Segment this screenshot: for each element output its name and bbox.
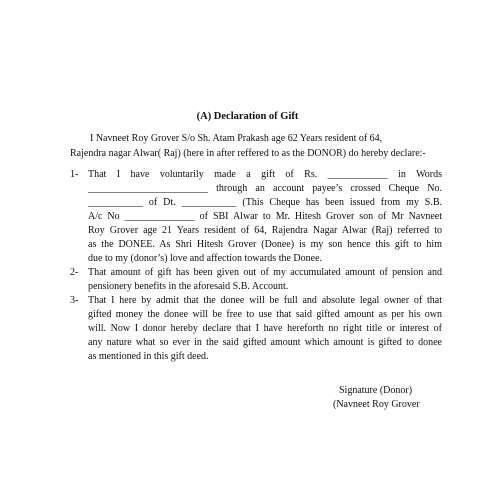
item-line: A/c No ______________ of SBI Alwar to Mr. Hitesh Grover son of Mr Navneet	[88, 211, 442, 222]
item-number: 2-	[70, 267, 79, 278]
item-text	[88, 168, 442, 266]
item-line: That I here by admit that the donee will be full and absolute legal owner of that	[88, 295, 442, 306]
declaration-item-1	[70, 168, 442, 266]
item-line: as the DONEE. As Shri Hitesh Grover (Donee) is my son hence this gift to him	[88, 239, 442, 250]
item-line: Roy Grover age 21 Years resident of 64, Rajendra Nagar Alwar (Raj) referred to	[88, 225, 442, 236]
item-line: any nature what so ever in the said gifted amount which amount is gifted to donee	[88, 337, 442, 348]
intro-line-1: I Navneet Roy Grover S/o Sh. Atam Prakash age 62 Years resident of 64,	[90, 133, 383, 144]
item-number: 1-	[70, 169, 79, 180]
item-line: ________________________ through an account payee’s crossed Cheque No.	[88, 183, 442, 194]
signature-name: (Navneet Roy Grover	[333, 399, 420, 410]
item-text	[88, 294, 442, 364]
item-line: pensionery benefits in the aforesaid S.B. Account.	[88, 281, 289, 292]
item-line: as mentioned in this gift deed.	[88, 351, 209, 362]
declaration-items	[70, 168, 442, 364]
signature-block	[333, 384, 420, 412]
item-text	[88, 266, 442, 294]
item-number: 3-	[70, 295, 79, 306]
document-title: (A) Declaration of Gift	[196, 111, 299, 122]
item-line: due to my (donor’s) love and affection towards the Donee.	[88, 253, 323, 264]
intro-line-2: Rajendra nagar Alwar( Raj) (here in after reffered to as the DONOR) do hereby declare:-	[70, 148, 426, 159]
declaration-item-2	[70, 266, 442, 294]
declaration-item-3	[70, 294, 442, 364]
signature-label: Signature (Donor)	[339, 385, 413, 396]
item-line: That amount of gift has been given out of my accumulated amount of pension and	[88, 267, 442, 278]
intro-paragraph	[70, 131, 440, 161]
item-line: gifted money the donee will be free to use that said gifted amount as per his own	[88, 309, 442, 320]
item-line: That I have voluntarily made a gift of Rs. ____________ in Words	[88, 169, 442, 180]
item-line: will. Now I donor hereby declare that I have hereforth no right title or interest of	[88, 323, 442, 334]
item-line: ___________ of Dt. ___________ (This Cheque has been issued from my S.B.	[88, 197, 442, 208]
